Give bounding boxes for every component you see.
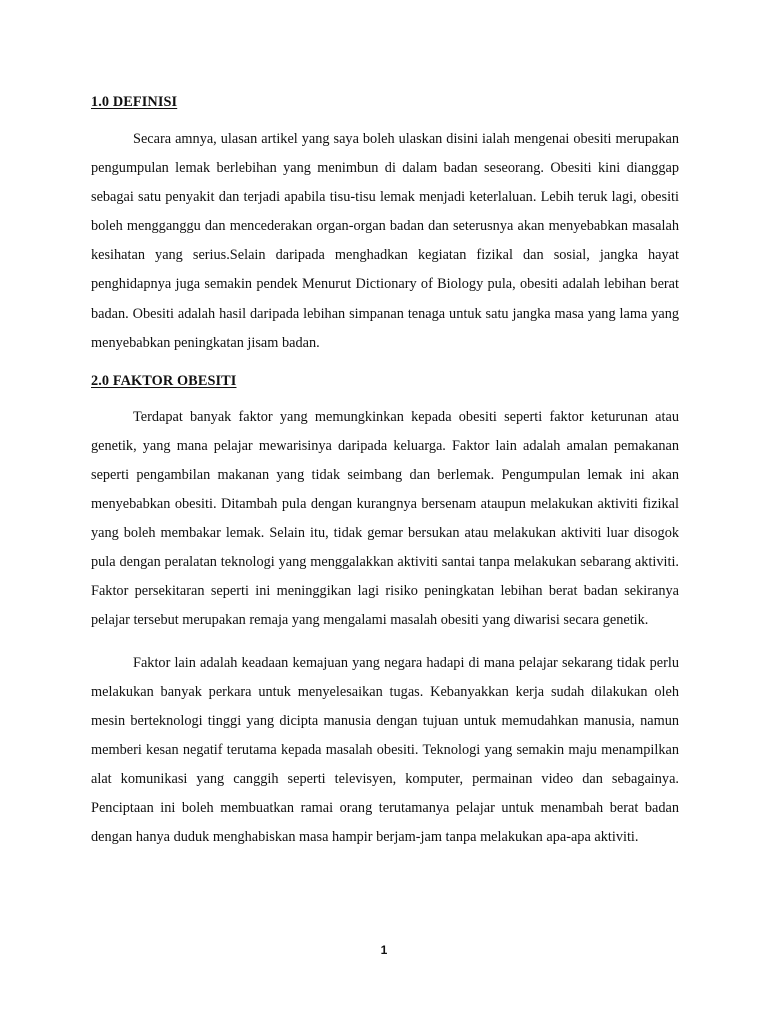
section-heading-definisi: 1.0 DEFINISI: [91, 94, 178, 110]
page-number: 1: [380, 943, 388, 957]
section-heading-faktor-obesiti: 2.0 FAKTOR OBESITI: [91, 372, 237, 389]
paragraph-faktor-2: Faktor lain adalah keadaan kemajuan yang negara hadapi di mana pelajar sekarang tidak perlu melakukan banyak perkara untuk menyelesaikan tugas. Kebanyakkan kerja sudah dilakukan oleh mesin berteknologi tinggi yang dicipta manusia dengan tujuan untuk memudahkan manusia, namun memberi kesan negatif terutama kepada masalah obesiti. Teknologi yang semakin maju menampilkan alat komunikasi yang canggih seperti televisyen, komputer, permainan video dan sebagainya. Penciptaan ini boleh membuatkan ramai orang terutamanya pelajar untuk menambah berat badan dengan hanya duduk menghabiskan masa hampir berjam-jam tanpa melakukan apa-apa aktiviti.: [91, 654, 679, 846]
paragraph-faktor-1: Terdapat banyak faktor yang memungkinkan kepada obesiti seperti faktor keturunan atau genetik, yang mana pelajar mewarisinya daripada keluarga. Faktor lain adalah amalan pemakanan seperti pengambilan makanan yang tidak seimbang dan berlemak. Pengumpulan lemak ini akan menyebabkan obesiti. Ditambah pula dengan kurangnya bersenam ataupun melakukan aktiviti fizikal yang boleh membakar lemak. Selain itu, tidak gemar bersukan atau melakukan aktiviti luar disogok pula dengan peralatan teknologi yang menggalakkan aktiviti santai tanpa melakukan sebarang aktiviti. Faktor persekitaran seperti ini meninggikan lagi risiko peningkatan lebihan berat badan sekiranya pelajar tersebut merupakan remaja yang mengalami masalah obesiti yang diwarisi secara genetik.: [91, 408, 679, 629]
document-body: [91, 84, 679, 852]
paragraph-definisi: Secara amnya, ulasan artikel yang saya boleh ulaskan disini ialah mengenai obesiti merupakan pengumpulan lemak berlebihan yang menimbun di dalam badan seseorang. Obesiti kini dianggap sebagai satu penyakit dan terjadi apabila tisu-tisu lemak menjadi keterlaluan. Lebih teruk lagi, obesiti boleh mengganggu dan mencederakan organ-organ badan dan seterusnya akan menyebabkan masalah kesihatan yang serius.Selain daripada menghadkan kegiatan fizikal dan sosial, jangka hayat penghidapnya juga semakin pendek Menurut Dictionary of Biology pula, obesiti adalah lebihan berat badan. Obesiti adalah hasil daripada lebihan simpanan tenaga untuk satu jangka masa yang lama yang menyebabkan peningkatan jisam badan.: [91, 131, 679, 351]
